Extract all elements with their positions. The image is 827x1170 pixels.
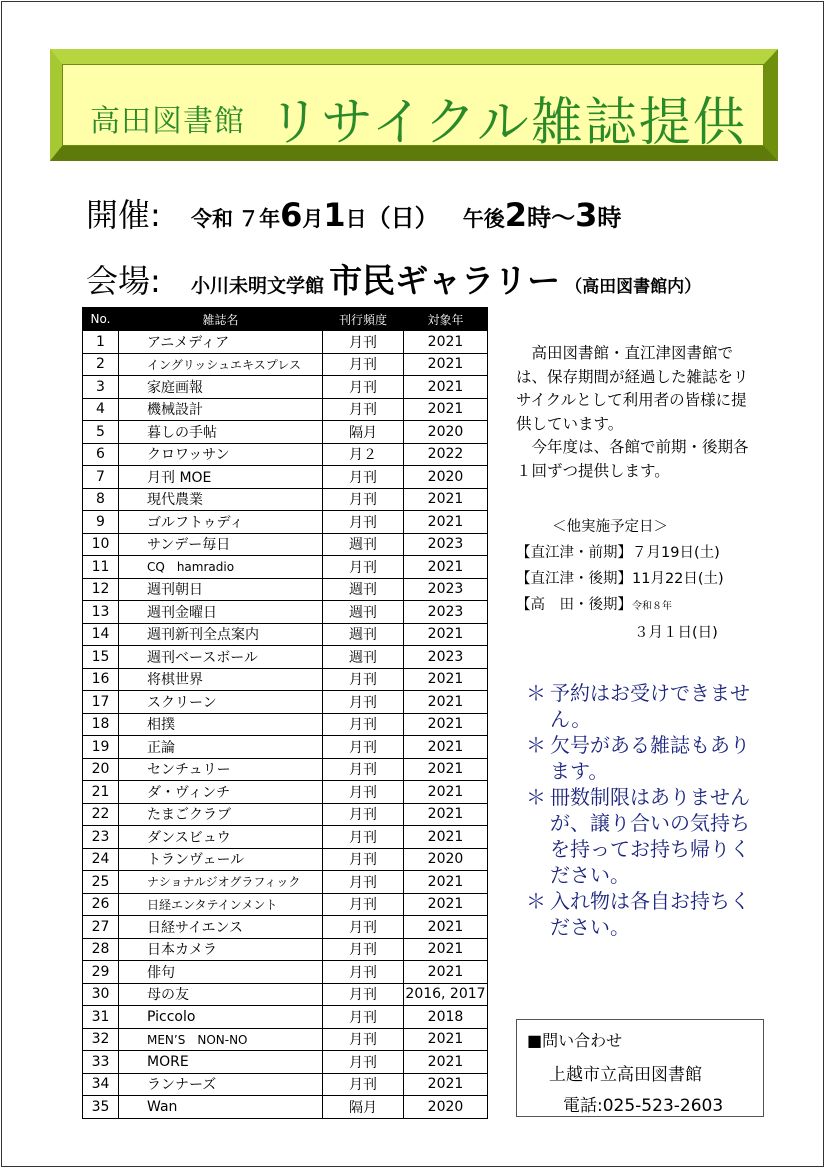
cell-name: クロワッサン xyxy=(119,443,323,466)
cell-name: MORE xyxy=(119,1051,323,1074)
cell-name: 週刊新刊全点案内 xyxy=(119,623,323,646)
table-row xyxy=(83,916,488,939)
date-day-unit: 日 xyxy=(345,207,367,231)
cell-frequency: 週刊 xyxy=(323,533,404,556)
cell-year: 2021 xyxy=(404,826,488,849)
schedule xyxy=(516,514,724,646)
table-row xyxy=(83,826,488,849)
cell-year: 2021 xyxy=(404,511,488,534)
cell-no: 10 xyxy=(83,533,119,556)
cell-frequency: 月２ xyxy=(323,443,404,466)
cell-year: 2021 xyxy=(404,376,488,399)
cell-frequency: 月刊 xyxy=(323,916,404,939)
table-row xyxy=(83,443,488,466)
cell-no: 26 xyxy=(83,893,119,916)
cell-year: 2020 xyxy=(404,1096,488,1119)
table-row xyxy=(83,353,488,376)
cell-name: ランナーズ xyxy=(119,1073,323,1096)
cell-frequency: 月刊 xyxy=(323,713,404,736)
cell-name: イングリッシュエキスプレス xyxy=(119,353,323,376)
cell-name: 週刊朝日 xyxy=(119,578,323,601)
header-no: No. xyxy=(83,308,119,331)
note-item xyxy=(526,732,766,784)
cell-no: 9 xyxy=(83,511,119,534)
cell-no: 14 xyxy=(83,623,119,646)
cell-no: 28 xyxy=(83,938,119,961)
cell-year: 2021 xyxy=(404,623,488,646)
cell-frequency: 月刊 xyxy=(323,758,404,781)
venue-label: 会場: xyxy=(86,262,161,300)
cell-year: 2021 xyxy=(404,713,488,736)
cell-frequency: 月刊 xyxy=(323,893,404,916)
cell-year: 2021 xyxy=(404,916,488,939)
notes xyxy=(526,680,766,940)
asterisk-icon: ＊ xyxy=(526,681,546,705)
cell-no: 21 xyxy=(83,781,119,804)
cell-name: ダンスビュウ xyxy=(119,826,323,849)
table-body xyxy=(83,331,488,1119)
asterisk-icon: ＊ xyxy=(526,733,546,757)
table-row xyxy=(83,623,488,646)
cell-name: 母の友 xyxy=(119,983,323,1006)
cell-frequency: 週刊 xyxy=(323,578,404,601)
table-row xyxy=(83,466,488,489)
cell-name: たまごクラブ xyxy=(119,803,323,826)
table-row xyxy=(83,488,488,511)
cell-name: 月刊 MOE xyxy=(119,466,323,489)
cell-name: 週刊金曜日 xyxy=(119,601,323,624)
cell-frequency: 週刊 xyxy=(323,601,404,624)
table-header-row xyxy=(83,308,488,331)
cell-year: 2021 xyxy=(404,961,488,984)
table-row xyxy=(83,983,488,1006)
cell-year: 2023 xyxy=(404,601,488,624)
cell-name: 俳句 xyxy=(119,961,323,984)
cell-name: 暮しの手帖 xyxy=(119,421,323,444)
cell-frequency: 週刊 xyxy=(323,623,404,646)
cell-no: 23 xyxy=(83,826,119,849)
cell-name: スクリーン xyxy=(119,691,323,714)
cell-frequency: 月刊 xyxy=(323,331,404,354)
contact-phone: 電話:025-523-2603 xyxy=(563,1096,724,1116)
asterisk-icon: ＊ xyxy=(526,785,546,809)
cell-year: 2021 xyxy=(404,938,488,961)
cell-name: Piccolo xyxy=(119,1006,323,1029)
time-end: 3 xyxy=(575,196,598,234)
cell-year: 2021 xyxy=(404,1051,488,1074)
schedule-item xyxy=(516,592,724,620)
cell-no: 15 xyxy=(83,646,119,669)
cell-name: 現代農業 xyxy=(119,488,323,511)
cell-no: 2 xyxy=(83,353,119,376)
table-row xyxy=(83,871,488,894)
table-row xyxy=(83,1028,488,1051)
table-row xyxy=(83,803,488,826)
cell-no: 34 xyxy=(83,1073,119,1096)
cell-year: 2016, 2017 xyxy=(404,983,488,1006)
cell-year: 2021 xyxy=(404,1028,488,1051)
schedule-era: 令和８年 xyxy=(632,601,672,612)
cell-frequency: 月刊 xyxy=(323,826,404,849)
cell-name: ナショナルジオグラフィック xyxy=(119,871,323,894)
cell-year: 2021 xyxy=(404,871,488,894)
time-start-unit: 時 xyxy=(527,204,552,232)
cell-name: 週刊ベースボール xyxy=(119,646,323,669)
time-tilde: 〜 xyxy=(551,204,576,232)
date-weekday: （日） xyxy=(366,204,439,232)
date-year: ７ xyxy=(238,207,260,231)
table-row xyxy=(83,1051,488,1074)
venue-building: 小川未明文学館 xyxy=(190,275,324,297)
table-row xyxy=(83,758,488,781)
cell-frequency: 月刊 xyxy=(323,848,404,871)
cell-year: 2021 xyxy=(404,736,488,759)
contact-organization: 上越市立高田図書館 xyxy=(549,1065,702,1085)
cell-year: 2021 xyxy=(404,353,488,376)
cell-no: 11 xyxy=(83,556,119,579)
cell-name: アニメディア xyxy=(119,331,323,354)
contact-box xyxy=(516,1019,764,1117)
cell-no: 33 xyxy=(83,1051,119,1074)
schedule-date: ３月１日(日) xyxy=(634,625,718,641)
note-item xyxy=(526,784,766,888)
cell-no: 3 xyxy=(83,376,119,399)
schedule-label: 【直江津・前期】 xyxy=(516,545,632,561)
cell-year: 2021 xyxy=(404,893,488,916)
cell-no: 27 xyxy=(83,916,119,939)
cell-name: 機械設計 xyxy=(119,398,323,421)
note-item xyxy=(526,888,766,940)
cell-no: 17 xyxy=(83,691,119,714)
cell-year: 2021 xyxy=(404,331,488,354)
table-row xyxy=(83,848,488,871)
cell-no: 12 xyxy=(83,578,119,601)
date-day: 1 xyxy=(323,196,346,234)
date-row xyxy=(86,190,621,236)
cell-name: 家庭画報 xyxy=(119,376,323,399)
cell-year: 2021 xyxy=(404,803,488,826)
cell-frequency: 月刊 xyxy=(323,938,404,961)
schedule-date: 11月22日(土) xyxy=(632,571,724,587)
cell-name: トランヴェール xyxy=(119,848,323,871)
table-row xyxy=(83,578,488,601)
cell-name: 日経サイエンス xyxy=(119,916,323,939)
cell-no: 4 xyxy=(83,398,119,421)
schedule-item xyxy=(516,566,724,592)
cell-no: 35 xyxy=(83,1096,119,1119)
schedule-label: 【高 田・後期】 xyxy=(516,597,632,613)
cell-name: CQ hamradio xyxy=(119,556,323,579)
cell-frequency: 月刊 xyxy=(323,1028,404,1051)
cell-frequency: 月刊 xyxy=(323,1073,404,1096)
cell-no: 24 xyxy=(83,848,119,871)
cell-no: 8 xyxy=(83,488,119,511)
cell-no: 16 xyxy=(83,668,119,691)
cell-frequency: 隔月 xyxy=(323,1096,404,1119)
cell-frequency: 月刊 xyxy=(323,691,404,714)
cell-year: 2023 xyxy=(404,578,488,601)
asterisk-icon: ＊ xyxy=(526,889,546,913)
cell-frequency: 月刊 xyxy=(323,736,404,759)
venue-note: （高田図書館内） xyxy=(565,277,702,297)
cell-name: 相撲 xyxy=(119,713,323,736)
venue-row xyxy=(86,255,701,302)
venue-room: 市民ギャラリー xyxy=(329,261,561,300)
cell-frequency: 月刊 xyxy=(323,376,404,399)
time-start: 2 xyxy=(504,196,528,234)
cell-frequency: 月刊 xyxy=(323,668,404,691)
date-month-unit: 月 xyxy=(302,207,324,231)
table-row xyxy=(83,556,488,579)
note-item xyxy=(526,680,766,732)
library-name: 高田図書館 xyxy=(90,104,245,139)
cell-year: 2022 xyxy=(404,443,488,466)
table-row xyxy=(83,421,488,444)
cell-frequency: 月刊 xyxy=(323,803,404,826)
header-year: 対象年 xyxy=(404,308,488,331)
cell-no: 31 xyxy=(83,1006,119,1029)
cell-no: 1 xyxy=(83,331,119,354)
table-row xyxy=(83,938,488,961)
schedule-date: ７月19日(土) xyxy=(632,545,720,561)
cell-year: 2021 xyxy=(404,1073,488,1096)
intro-text xyxy=(516,342,762,483)
cell-name: サンデー毎日 xyxy=(119,533,323,556)
table-row xyxy=(83,601,488,624)
table-row xyxy=(83,1096,488,1119)
cell-frequency: 月刊 xyxy=(323,871,404,894)
cell-no: 19 xyxy=(83,736,119,759)
header-frequency: 刊行頻度 xyxy=(323,308,404,331)
table-row xyxy=(83,533,488,556)
schedule-title: ＜他実施予定日＞ xyxy=(552,519,668,535)
cell-frequency: 月刊 xyxy=(323,556,404,579)
table-row xyxy=(83,713,488,736)
cell-frequency: 月刊 xyxy=(323,983,404,1006)
cell-frequency: 月刊 xyxy=(323,466,404,489)
time-end-unit: 時 xyxy=(597,204,622,232)
note-text: 入れ物は各自お持ちください。 xyxy=(550,889,750,939)
schedule-item xyxy=(516,540,724,566)
table-row xyxy=(83,1073,488,1096)
cell-no: 6 xyxy=(83,443,119,466)
schedule-label: 【直江津・後期】 xyxy=(516,571,632,587)
table-row xyxy=(83,736,488,759)
cell-name: MEN’S NON-NO xyxy=(119,1028,323,1051)
cell-name: 日本カメラ xyxy=(119,938,323,961)
cell-frequency: 月刊 xyxy=(323,781,404,804)
cell-frequency: 月刊 xyxy=(323,353,404,376)
cell-frequency: 月刊 xyxy=(323,488,404,511)
date-month: 6 xyxy=(280,196,303,234)
cell-no: 30 xyxy=(83,983,119,1006)
cell-name: 将棋世界 xyxy=(119,668,323,691)
cell-name: ゴルフトゥディ xyxy=(119,511,323,534)
table-row xyxy=(83,646,488,669)
cell-frequency: 月刊 xyxy=(323,511,404,534)
cell-year: 2021 xyxy=(404,758,488,781)
cell-frequency: 月刊 xyxy=(323,1051,404,1074)
table-row xyxy=(83,893,488,916)
table-row xyxy=(83,781,488,804)
cell-frequency: 隔月 xyxy=(323,421,404,444)
table-row xyxy=(83,1006,488,1029)
cell-year: 2021 xyxy=(404,781,488,804)
cell-frequency: 月刊 xyxy=(323,1006,404,1029)
cell-year: 2021 xyxy=(404,488,488,511)
cell-no: 7 xyxy=(83,466,119,489)
cell-year: 2020 xyxy=(404,421,488,444)
cell-name: 日経エンタテインメント xyxy=(119,893,323,916)
date-year-unit: 年 xyxy=(259,207,281,231)
cell-year: 2018 xyxy=(404,1006,488,1029)
cell-no: 22 xyxy=(83,803,119,826)
note-text: 冊数制限はありませんが、譲り合いの気持ちを持ってお持ち帰りください。 xyxy=(550,785,750,887)
cell-no: 13 xyxy=(83,601,119,624)
note-text: 予約はお受けできません。 xyxy=(550,681,750,731)
cell-frequency: 週刊 xyxy=(323,646,404,669)
cell-year: 2023 xyxy=(404,646,488,669)
time-prefix: 午後 xyxy=(462,207,505,231)
cell-no: 29 xyxy=(83,961,119,984)
event-title: リサイクル雑誌提供 xyxy=(268,93,747,153)
table-row xyxy=(83,691,488,714)
cell-no: 5 xyxy=(83,421,119,444)
intro-paragraph-2: 今年度は、各館で前期・後期各１回ずつ提供します。 xyxy=(516,438,749,480)
cell-year: 2021 xyxy=(404,556,488,579)
cell-no: 20 xyxy=(83,758,119,781)
cell-frequency: 月刊 xyxy=(323,961,404,984)
cell-year: 2020 xyxy=(404,848,488,871)
table-row xyxy=(83,331,488,354)
cell-name: 正論 xyxy=(119,736,323,759)
table-row xyxy=(83,961,488,984)
cell-year: 2021 xyxy=(404,668,488,691)
header-name: 雑誌名 xyxy=(119,308,323,331)
cell-no: 18 xyxy=(83,713,119,736)
cell-year: 2023 xyxy=(404,533,488,556)
note-text: 欠号がある雑誌もあります。 xyxy=(550,733,750,783)
date-era: 令和 xyxy=(190,207,233,231)
cell-year: 2021 xyxy=(404,398,488,421)
cell-year: 2021 xyxy=(404,691,488,714)
cell-name: Wan xyxy=(119,1096,323,1119)
cell-frequency: 月刊 xyxy=(323,398,404,421)
date-label: 開催: xyxy=(86,196,161,234)
table-row xyxy=(83,398,488,421)
table-row xyxy=(83,511,488,534)
cell-no: 25 xyxy=(83,871,119,894)
table-row xyxy=(83,668,488,691)
magazine-table xyxy=(82,307,488,1119)
contact-heading: ■問い合わせ xyxy=(527,1031,623,1050)
table-row xyxy=(83,376,488,399)
cell-no: 32 xyxy=(83,1028,119,1051)
cell-name: ダ・ヴィンチ xyxy=(119,781,323,804)
cell-name: センチュリー xyxy=(119,758,323,781)
cell-year: 2020 xyxy=(404,466,488,489)
intro-paragraph-1: 高田図書館・直江津図書館では、保存期間が経過した雑誌をリサイクルとして利用者の皆様に提供しています。 xyxy=(516,344,749,433)
